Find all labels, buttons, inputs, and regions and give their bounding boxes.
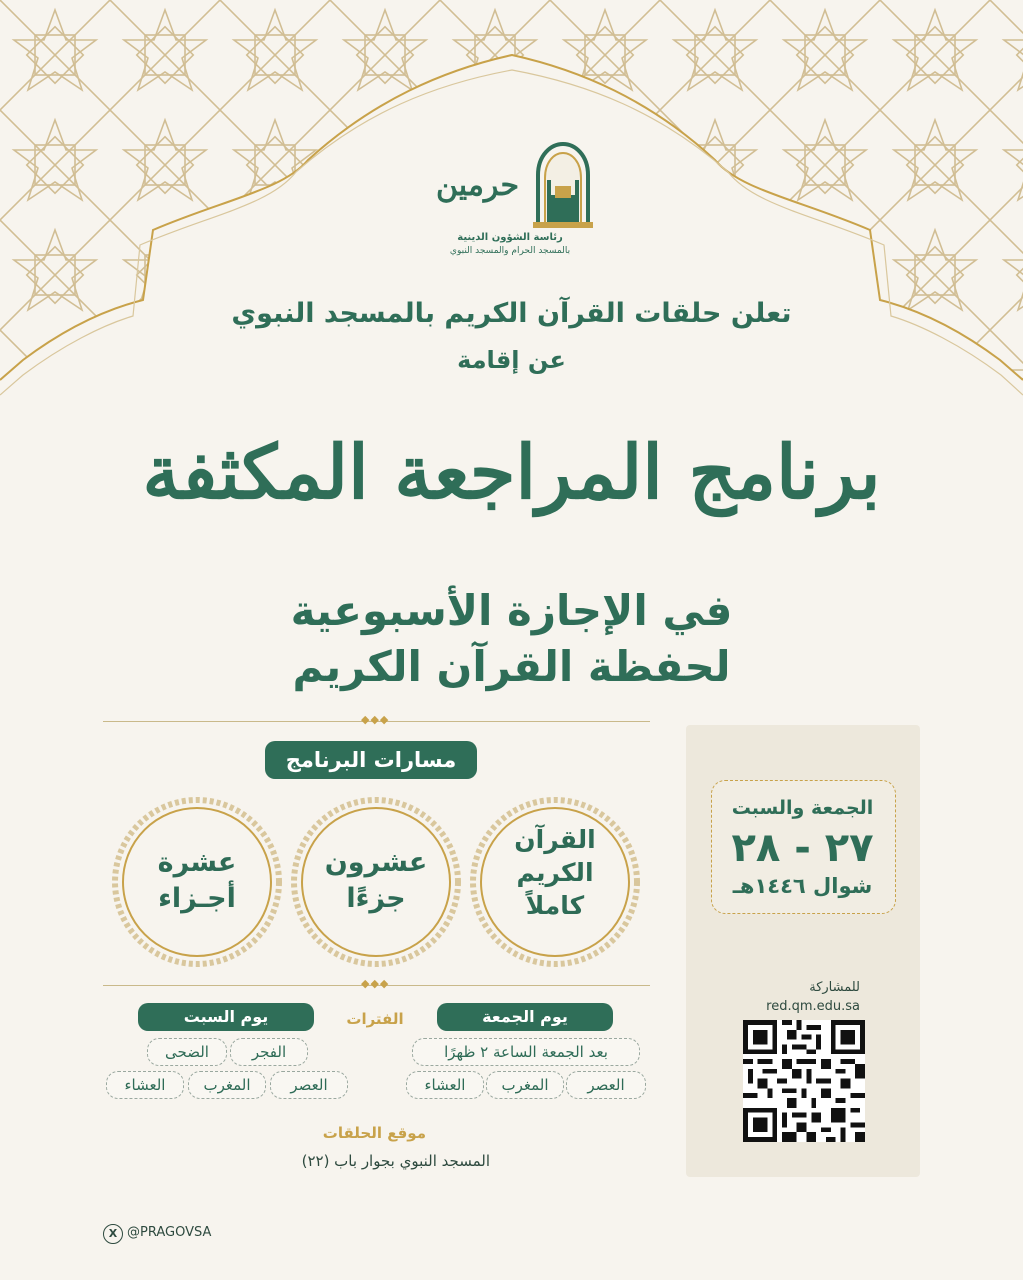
location-label: موقع الحلقات [322,1124,426,1142]
saturday-asr-chip: العصر [270,1071,348,1099]
friday-asr-chip: العصر [566,1071,646,1099]
track-1-line2: الكريم [516,858,594,887]
logo [425,140,600,260]
tracks-label: مسارات البرنامج [265,741,477,779]
date-numbers: ٢٧ - ٢٨ [731,825,874,871]
qr-code[interactable] [743,1020,865,1142]
friday-maghrib-chip: المغرب [486,1071,564,1099]
saturday-duha-chip: الضحى [147,1038,227,1066]
track-1-text [479,823,631,922]
track-1-line3: كاملاً [525,891,585,920]
logo-org-line1: رئاسة الشؤون الدينية [457,232,563,243]
divider-top-ornament: ◆◆◆ [361,713,390,726]
participation-url[interactable]: red.qm.edu.sa [766,999,860,1014]
subtitle-line1: في الإجازة الأسبوعية [290,586,733,635]
track-3-text [121,845,273,917]
track-2-line1: عشرون [324,847,428,878]
mosque-emblem-icon [533,140,593,228]
logo-brand-name: حرمين [435,168,520,203]
footer [103,1224,253,1244]
participation-label: للمشاركة [809,980,860,995]
saturday-isha-chip: العشاء [106,1071,184,1099]
track-3-line2: أجـزاء [158,883,236,914]
subtitle-line2: لحفظة القرآن الكريم [292,642,731,691]
location-value: المسجد النبوي بجوار باب (٢٢) [301,1152,490,1170]
footer-handle[interactable]: @PRAGOVSA [127,1225,212,1240]
saturday-label: يوم السبت [138,1003,314,1031]
saturday-fajr-chip: الفجر [230,1038,308,1066]
track-1-line1: القرآن [514,825,596,854]
periods-label: الفترات [346,1010,404,1028]
program-title: برنامج المراجعة المكثفة [142,430,881,516]
divider-bottom-ornament: ◆◆◆ [361,977,390,990]
track-2-line2: جزءًا [346,883,406,914]
friday-label: يوم الجمعة [437,1003,613,1031]
friday-after-jumuah-chip: بعد الجمعة الساعة ٢ ظهرًا [412,1038,640,1066]
x-logo-icon[interactable]: X [103,1224,123,1244]
logo-org-line2: بالمسجد الحرام والمسجد النبوي [449,246,571,256]
track-3-line1: عشرة [157,847,237,878]
friday-isha-chip: العشاء [406,1071,484,1099]
track-2-text [300,845,452,917]
about-line: عن إقامة [457,346,566,374]
date-month: شوال ١٤٤٦هـ [732,874,873,898]
announce-line: تعلن حلقات القرآن الكريم بالمسجد النبوي [231,298,792,329]
saturday-maghrib-chip: المغرب [188,1071,266,1099]
date-days: الجمعة والسبت [731,797,874,819]
